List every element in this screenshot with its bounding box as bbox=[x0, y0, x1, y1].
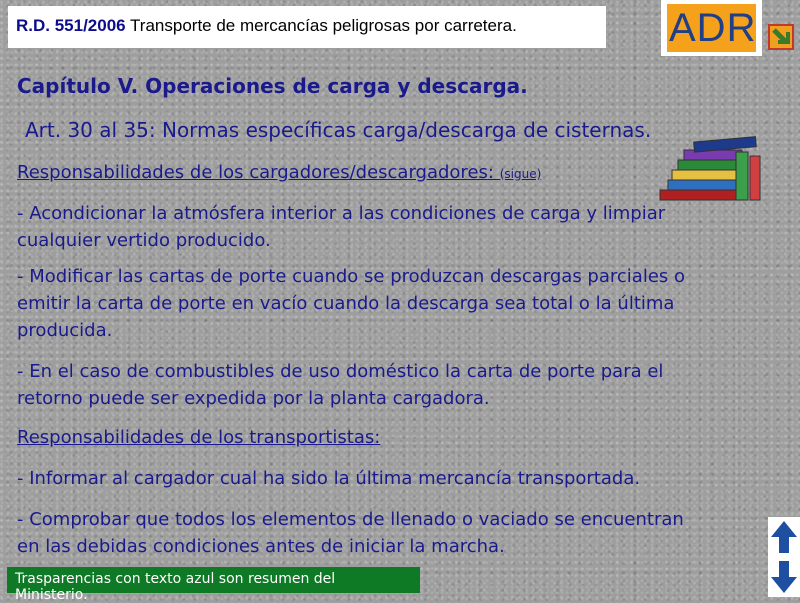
up-down-arrows-icon[interactable] bbox=[768, 517, 800, 597]
chapter-heading: Capítulo V. Operaciones de carga y descarga. bbox=[17, 74, 528, 98]
articles-subheading: Art. 30 al 35: Normas específicas carga/descarga de cisternas. bbox=[25, 118, 652, 142]
adr-logo bbox=[661, 0, 762, 56]
title-bar bbox=[8, 6, 606, 48]
list-item: - Comprobar que todos los elementos de llenado o vaciado se encuentran en las debidas condiciones antes de iniciar la marcha. bbox=[17, 509, 684, 557]
list-item: - Informar al cargador cual ha sido la última mercancía transportada. bbox=[17, 468, 641, 489]
list-item: - Modificar las cartas de porte cuando se produzcan descargas parciales o emitir la carta de porte en vacío cuando la descarga sea total o la última producida. bbox=[17, 266, 686, 341]
list-item: - Acondicionar la atmósfera interior a las condiciones de carga y limpiar cualquier vertido producido. bbox=[17, 203, 666, 251]
title-code: R.D. 551/2006 bbox=[16, 16, 126, 35]
section-cargadores-title: Responsabilidades de los cargadores/descargadores: (sigue) bbox=[17, 162, 542, 183]
section-note: (sigue) bbox=[499, 167, 542, 181]
section-transportistas-title: Responsabilidades de los transportistas: bbox=[17, 427, 381, 448]
footer-note: Trasparencias con texto azul son resumen del Ministerio. bbox=[7, 567, 420, 593]
list-item: - En el caso de combustibles de uso doméstico la carta de porte para el retorno puede ser expedida por la planta cargadora. bbox=[17, 361, 664, 409]
books-icon bbox=[658, 132, 768, 206]
title-text: Transporte de mercancías peligrosas por carretera. bbox=[125, 16, 517, 35]
logo-text: ADR bbox=[669, 6, 757, 50]
next-slide-icon[interactable] bbox=[766, 20, 798, 52]
